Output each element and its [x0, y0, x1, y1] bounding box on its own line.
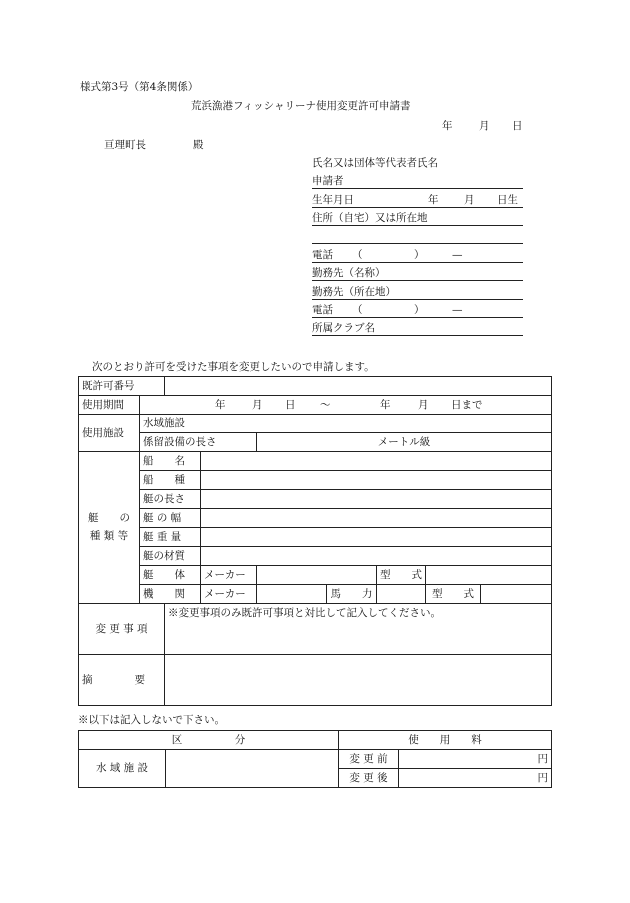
boat-material-label: 艇の材質: [140, 547, 201, 566]
engine-model-field[interactable]: [481, 585, 552, 604]
work-name-line: [312, 280, 523, 281]
address-line-2: [312, 243, 523, 244]
phone2-line: [312, 317, 523, 318]
permit-table: [78, 376, 552, 706]
phone2-dash: —: [452, 304, 463, 316]
category-header: 区 分: [79, 731, 339, 750]
engine-maker-field[interactable]: [257, 585, 327, 604]
birth-line: [312, 207, 523, 208]
boat-group-line2: 種 類 等: [89, 529, 129, 542]
boat-name-field[interactable]: [201, 452, 552, 471]
horsepower-field[interactable]: [377, 585, 426, 604]
intro-text: 次のとおり許可を受けた事項を変更したいので申請します。: [92, 361, 375, 373]
period-month2: 月: [418, 399, 429, 411]
summary-field[interactable]: [165, 655, 552, 706]
boat-length-label: 艇の長さ: [140, 490, 201, 509]
birth-month: 月: [464, 194, 475, 206]
office-category-field[interactable]: [166, 750, 339, 788]
period-until: 日まで: [451, 399, 483, 411]
phone2-label: 電話: [312, 304, 333, 316]
water-facility-cell: 水域施設: [140, 415, 552, 433]
mooring-label: 係留設備の長さ: [140, 433, 257, 452]
hull-label: 艇 体: [140, 566, 201, 585]
applicant-line: [312, 188, 523, 189]
hull-maker-label: メーカー: [201, 566, 257, 585]
applicant-label: 申請者: [312, 175, 344, 187]
form-title: 荒浜漁港フィッシャリーナ使用変更許可申請書: [191, 100, 411, 112]
boat-material-field[interactable]: [201, 547, 552, 566]
summary-label: 摘 要: [79, 655, 165, 706]
horsepower-label: 馬 力: [327, 585, 377, 604]
office-table: [78, 730, 552, 788]
club-line: [312, 335, 523, 336]
hull-maker-field[interactable]: [257, 566, 377, 585]
boat-type-field[interactable]: [201, 471, 552, 490]
change-label: 変 更 事 項: [79, 604, 165, 655]
phone-paren-close: ）: [414, 249, 425, 261]
address-line-1: [312, 225, 523, 226]
permit-number-field[interactable]: [165, 377, 552, 396]
boat-group-label: [79, 452, 140, 604]
mooring-unit[interactable]: メートル級: [257, 433, 552, 452]
phone2-paren-open: （: [352, 304, 363, 316]
before-change-yen[interactable]: 円: [399, 750, 552, 769]
boat-width-label: 艇 の 幅: [140, 509, 201, 528]
phone-dash: —: [452, 249, 463, 261]
boat-length-field[interactable]: [201, 490, 552, 509]
office-water-facility: 水 域 施 設: [79, 750, 166, 788]
fee-header: 使 用 料: [339, 731, 552, 750]
applicant-name-label: 氏名又は団体等代表者氏名: [312, 157, 438, 169]
period-tilde: ～: [320, 399, 331, 411]
boat-type-label: 船 種: [140, 471, 201, 490]
permit-number-label: 既許可番号: [79, 377, 165, 396]
birth-day: 日生: [497, 194, 518, 206]
form-number: 様式第3号（第4条関係）: [80, 81, 199, 93]
phone-label: 電話: [312, 249, 333, 261]
birth-year: 年: [428, 194, 439, 206]
date-month: 月: [479, 120, 490, 132]
engine-label: 機 関: [140, 585, 201, 604]
after-change-yen[interactable]: 円: [399, 769, 552, 788]
date-day: 日: [512, 120, 523, 132]
phone-paren-open: （: [352, 249, 363, 261]
boat-group-line1: 艇 の: [88, 511, 130, 524]
before-change-label: 変 更 前: [339, 750, 399, 769]
addressee-honorific: 殿: [193, 139, 204, 151]
engine-model-label: 型 式: [426, 585, 481, 604]
facility-label: 使用施設: [79, 415, 140, 452]
address-label: 住所（自宅）又は所在地: [312, 212, 428, 224]
boat-weight-label: 艇 重 量: [140, 528, 201, 547]
work-name-label: 勤務先（名称）: [312, 267, 386, 279]
boat-weight-field[interactable]: [201, 528, 552, 547]
date-year: 年: [442, 120, 453, 132]
office-note: ※以下は記入しないで下さい。: [78, 714, 225, 726]
work-address-line: [312, 299, 523, 300]
period-year1: 年: [215, 399, 226, 411]
period-year2: 年: [380, 399, 391, 411]
change-field[interactable]: [165, 604, 552, 655]
phone2-paren-close: ）: [414, 304, 425, 316]
period-label: 使用期間: [79, 396, 140, 415]
engine-maker-label: メーカー: [201, 585, 257, 604]
after-change-label: 変 更 後: [339, 769, 399, 788]
period-day1: 日: [285, 399, 296, 411]
phone-line: [312, 262, 523, 263]
work-address-label: 勤務先（所在地）: [312, 286, 396, 298]
hull-model-field[interactable]: [426, 566, 552, 585]
change-note: ※変更事項のみ既許可事項と対比して記入してください。: [168, 607, 441, 619]
club-label: 所属クラブ名: [312, 322, 375, 334]
boat-width-field[interactable]: [201, 509, 552, 528]
period-month1: 月: [252, 399, 263, 411]
birth-label: 生年月日: [312, 194, 354, 206]
boat-name-label: 船 名: [140, 452, 201, 471]
hull-model-label: 型 式: [377, 566, 426, 585]
addressee-name: 亘理町長: [104, 139, 146, 151]
period-field[interactable]: [140, 396, 552, 415]
